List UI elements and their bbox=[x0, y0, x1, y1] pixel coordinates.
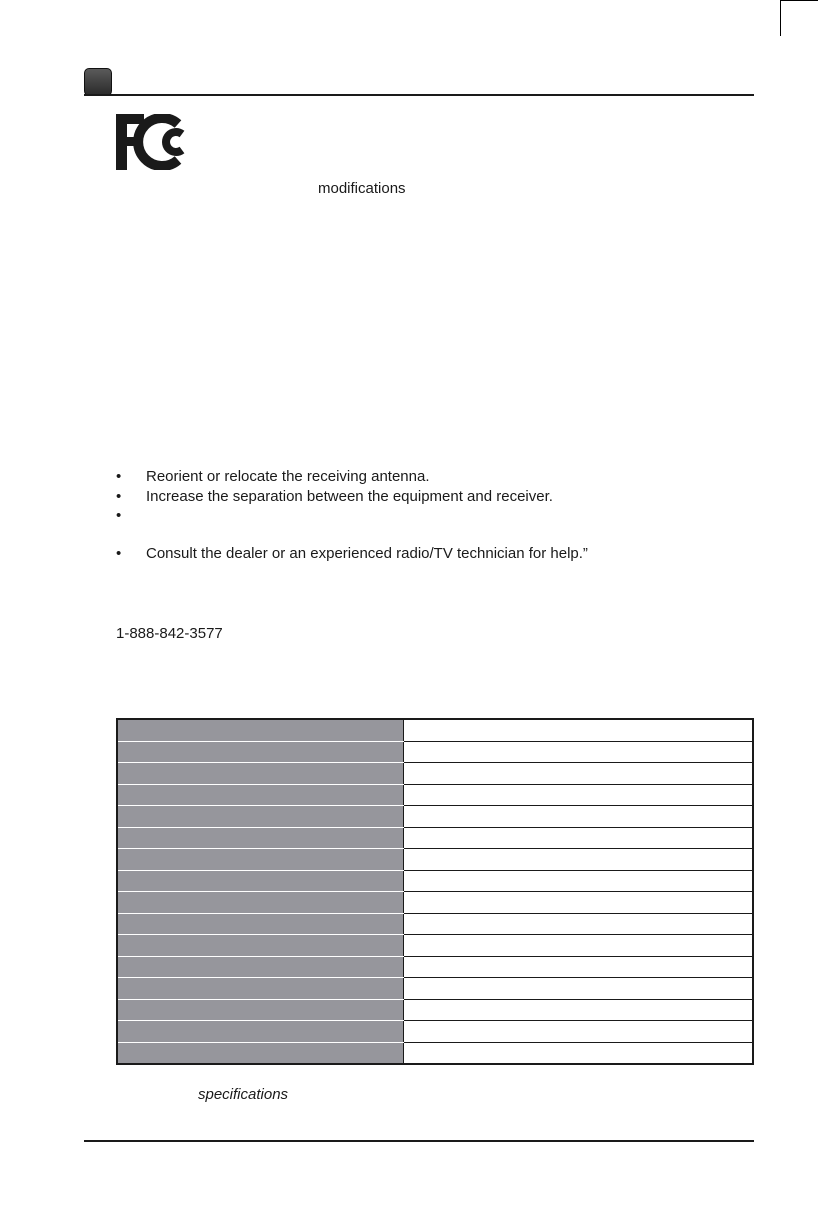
crop-mark-vertical bbox=[780, 0, 781, 36]
spec-value-cell bbox=[404, 999, 754, 1021]
spec-table bbox=[116, 718, 754, 1065]
spec-value-cell bbox=[404, 870, 754, 892]
spec-label-cell bbox=[117, 806, 404, 828]
spec-label-cell bbox=[117, 827, 404, 849]
spec-label-cell bbox=[117, 935, 404, 957]
crop-mark-horizontal bbox=[780, 0, 818, 1]
spec-label-cell bbox=[117, 913, 404, 935]
phone-number: 1-888-842-3577 bbox=[116, 625, 223, 642]
table-row bbox=[117, 913, 753, 935]
list-item: Increase the separation between the equipment and receiver. bbox=[146, 488, 553, 505]
modifications-text: modifications bbox=[318, 180, 406, 197]
table-row bbox=[117, 806, 753, 828]
table-row bbox=[117, 978, 753, 1000]
table-row bbox=[117, 935, 753, 957]
footer-rule bbox=[84, 1140, 754, 1142]
bullet-marker: • bbox=[116, 507, 122, 524]
spec-value-cell bbox=[404, 935, 754, 957]
spec-label-cell bbox=[117, 892, 404, 914]
bullet-marker: • bbox=[116, 468, 122, 485]
table-row bbox=[117, 1021, 753, 1043]
table-row bbox=[117, 719, 753, 741]
spec-label-cell bbox=[117, 956, 404, 978]
spec-value-cell bbox=[404, 1042, 754, 1064]
list-item: Reorient or relocate the receiving antenna. bbox=[146, 468, 430, 485]
table-row bbox=[117, 827, 753, 849]
spec-label-cell bbox=[117, 784, 404, 806]
fcc-logo bbox=[116, 114, 194, 175]
header-rule bbox=[84, 94, 754, 96]
spec-label-cell bbox=[117, 1021, 404, 1043]
spec-value-cell bbox=[404, 719, 754, 741]
spec-value-cell bbox=[404, 784, 754, 806]
list-item: Consult the dealer or an experienced radio/TV technician for help.” bbox=[146, 545, 588, 562]
spec-value-cell bbox=[404, 892, 754, 914]
bullet-marker: • bbox=[116, 545, 122, 562]
spec-value-cell bbox=[404, 1021, 754, 1043]
spec-label-cell bbox=[117, 719, 404, 741]
table-row bbox=[117, 999, 753, 1021]
spec-value-cell bbox=[404, 741, 754, 763]
table-row bbox=[117, 870, 753, 892]
spec-value-cell bbox=[404, 956, 754, 978]
spec-value-cell bbox=[404, 806, 754, 828]
spec-label-cell bbox=[117, 1042, 404, 1064]
specifications-note: specifications bbox=[198, 1086, 289, 1103]
bullet-marker: • bbox=[116, 488, 122, 505]
spec-label-cell bbox=[117, 870, 404, 892]
section-tab-marker bbox=[84, 68, 112, 96]
spec-value-cell bbox=[404, 978, 754, 1000]
spec-value-cell bbox=[404, 913, 754, 935]
spec-label-cell bbox=[117, 849, 404, 871]
spec-label-cell bbox=[117, 978, 404, 1000]
table-row bbox=[117, 1042, 753, 1064]
table-row bbox=[117, 849, 753, 871]
spec-label-cell bbox=[117, 999, 404, 1021]
table-row bbox=[117, 763, 753, 785]
spec-value-cell bbox=[404, 849, 754, 871]
spec-label-cell bbox=[117, 763, 404, 785]
table-row bbox=[117, 784, 753, 806]
table-row bbox=[117, 956, 753, 978]
table-row bbox=[117, 892, 753, 914]
spec-value-cell bbox=[404, 827, 754, 849]
table-row bbox=[117, 741, 753, 763]
spec-value-cell bbox=[404, 763, 754, 785]
spec-label-cell bbox=[117, 741, 404, 763]
